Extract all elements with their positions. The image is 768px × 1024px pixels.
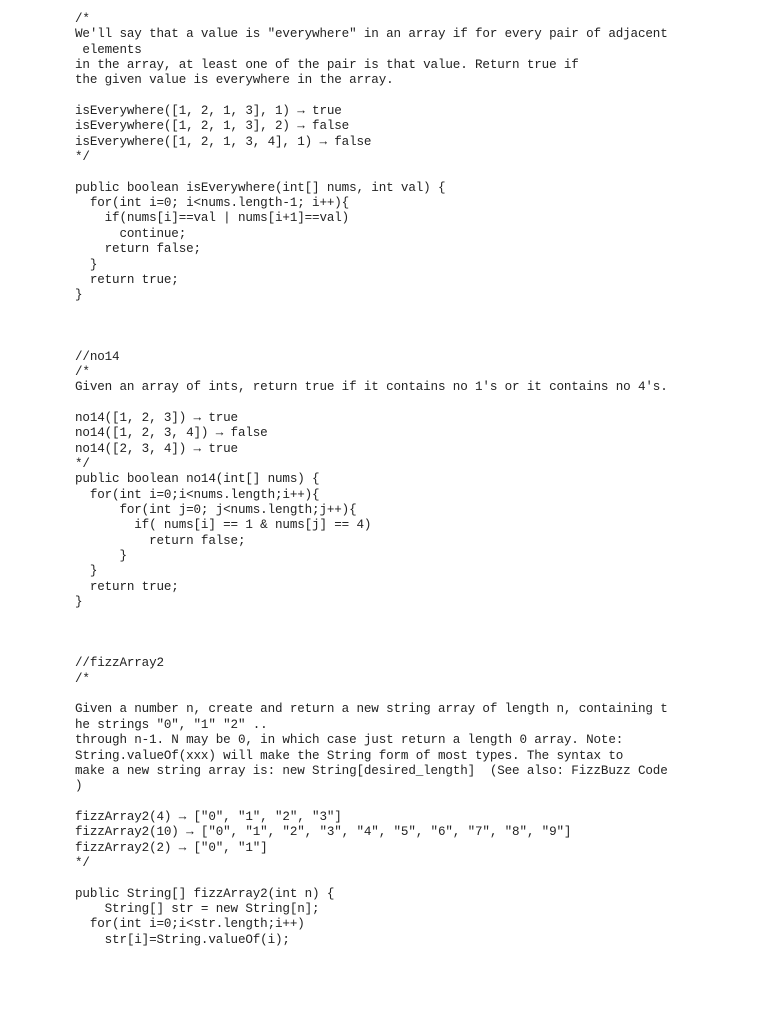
code-line: String[] str = new String[n]; (75, 901, 320, 916)
code-document (75, 12, 755, 948)
code-line: fizzArray2(4) → ["0", "1", "2", "3"] (75, 809, 342, 824)
code-line: isEverywhere([1, 2, 1, 3], 2) → false (75, 119, 350, 134)
code-line (75, 871, 755, 886)
code-line: return false; (75, 242, 201, 257)
code-line (75, 641, 755, 656)
code-line: public boolean isEverywhere(int[] nums, int val) { (75, 180, 446, 195)
code-line: in the array, at least one of the pair is that value. Return true if (75, 58, 579, 73)
code-line: no14([1, 2, 3]) → true (75, 410, 238, 425)
code-line: //no14 (75, 349, 120, 364)
code-line: /* (75, 364, 90, 379)
code-line: ) (75, 779, 83, 794)
code-line (75, 687, 755, 702)
code-line: Given an array of ints, return true if it contains no 1's or it contains no 4's. (75, 380, 668, 395)
code-line: no14([2, 3, 4]) → true (75, 441, 238, 456)
code-line (75, 89, 755, 104)
code-line: */ (75, 150, 90, 165)
code-line (75, 334, 755, 349)
code-line: if( nums[i] == 1 & nums[j] == 4) (75, 518, 372, 533)
code-line: We'll say that a value is "everywhere" in an array if for every pair of adjacent (75, 27, 668, 42)
code-line: //fizzArray2 (75, 656, 164, 671)
code-line: fizzArray2(10) → ["0", "1", "2", "3", "4", "5", "6", "7", "8", "9"] (75, 825, 572, 840)
code-line: return false; (75, 533, 246, 548)
code-line: through n-1. N may be 0, in which case just return a length 0 array. Note: (75, 733, 624, 748)
code-line (75, 319, 755, 334)
code-line: } (75, 288, 83, 303)
code-line: return true; (75, 272, 179, 287)
code-line: isEverywhere([1, 2, 1, 3, 4], 1) → false (75, 134, 372, 149)
code-line: /* (75, 12, 90, 26)
code-line: String.valueOf(xxx) will make the String form of most types. The syntax to (75, 748, 624, 763)
code-line: return true; (75, 579, 179, 594)
code-line: no14([1, 2, 3, 4]) → false (75, 426, 268, 441)
code-line: continue; (75, 226, 187, 241)
code-line: } (75, 549, 127, 564)
code-line (75, 795, 755, 810)
code-line: } (75, 564, 98, 579)
code-line: /* (75, 671, 90, 686)
code-line: public String[] fizzArray2(int n) { (75, 886, 335, 901)
code-line (75, 610, 755, 625)
code-line: for(int i=0;i<nums.length;i++){ (75, 487, 320, 502)
code-line: } (75, 257, 98, 272)
code-line (75, 396, 755, 411)
code-line: */ (75, 855, 90, 870)
code-line: the given value is everywhere in the array. (75, 73, 394, 88)
code-line: Given a number n, create and return a new string array of length n, containing t (75, 702, 668, 717)
code-line: for(int i=0; i<nums.length-1; i++){ (75, 196, 350, 211)
code-line: str[i]=String.valueOf(i); (75, 932, 290, 947)
code-line: if(nums[i]==val | nums[i+1]==val) (75, 211, 350, 226)
code-line: for(int j=0; j<nums.length;j++){ (75, 503, 357, 517)
code-line (75, 626, 755, 641)
code-line: } (75, 595, 83, 610)
code-line: he strings "0", "1" "2" .. (75, 717, 268, 732)
code-line: */ (75, 456, 90, 471)
code-line: fizzArray2(2) → ["0", "1"] (75, 840, 268, 855)
code-line: isEverywhere([1, 2, 1, 3], 1) → true (75, 104, 342, 119)
code-line: elements (75, 42, 142, 57)
code-line: make a new string array is: new String[desired_length] (See also: FizzBuzz Code (75, 763, 668, 778)
code-line: public boolean no14(int[] nums) { (75, 472, 320, 487)
code-line: for(int i=0;i<str.length;i++) (75, 917, 305, 932)
code-line (75, 304, 755, 319)
code-line (75, 165, 755, 180)
